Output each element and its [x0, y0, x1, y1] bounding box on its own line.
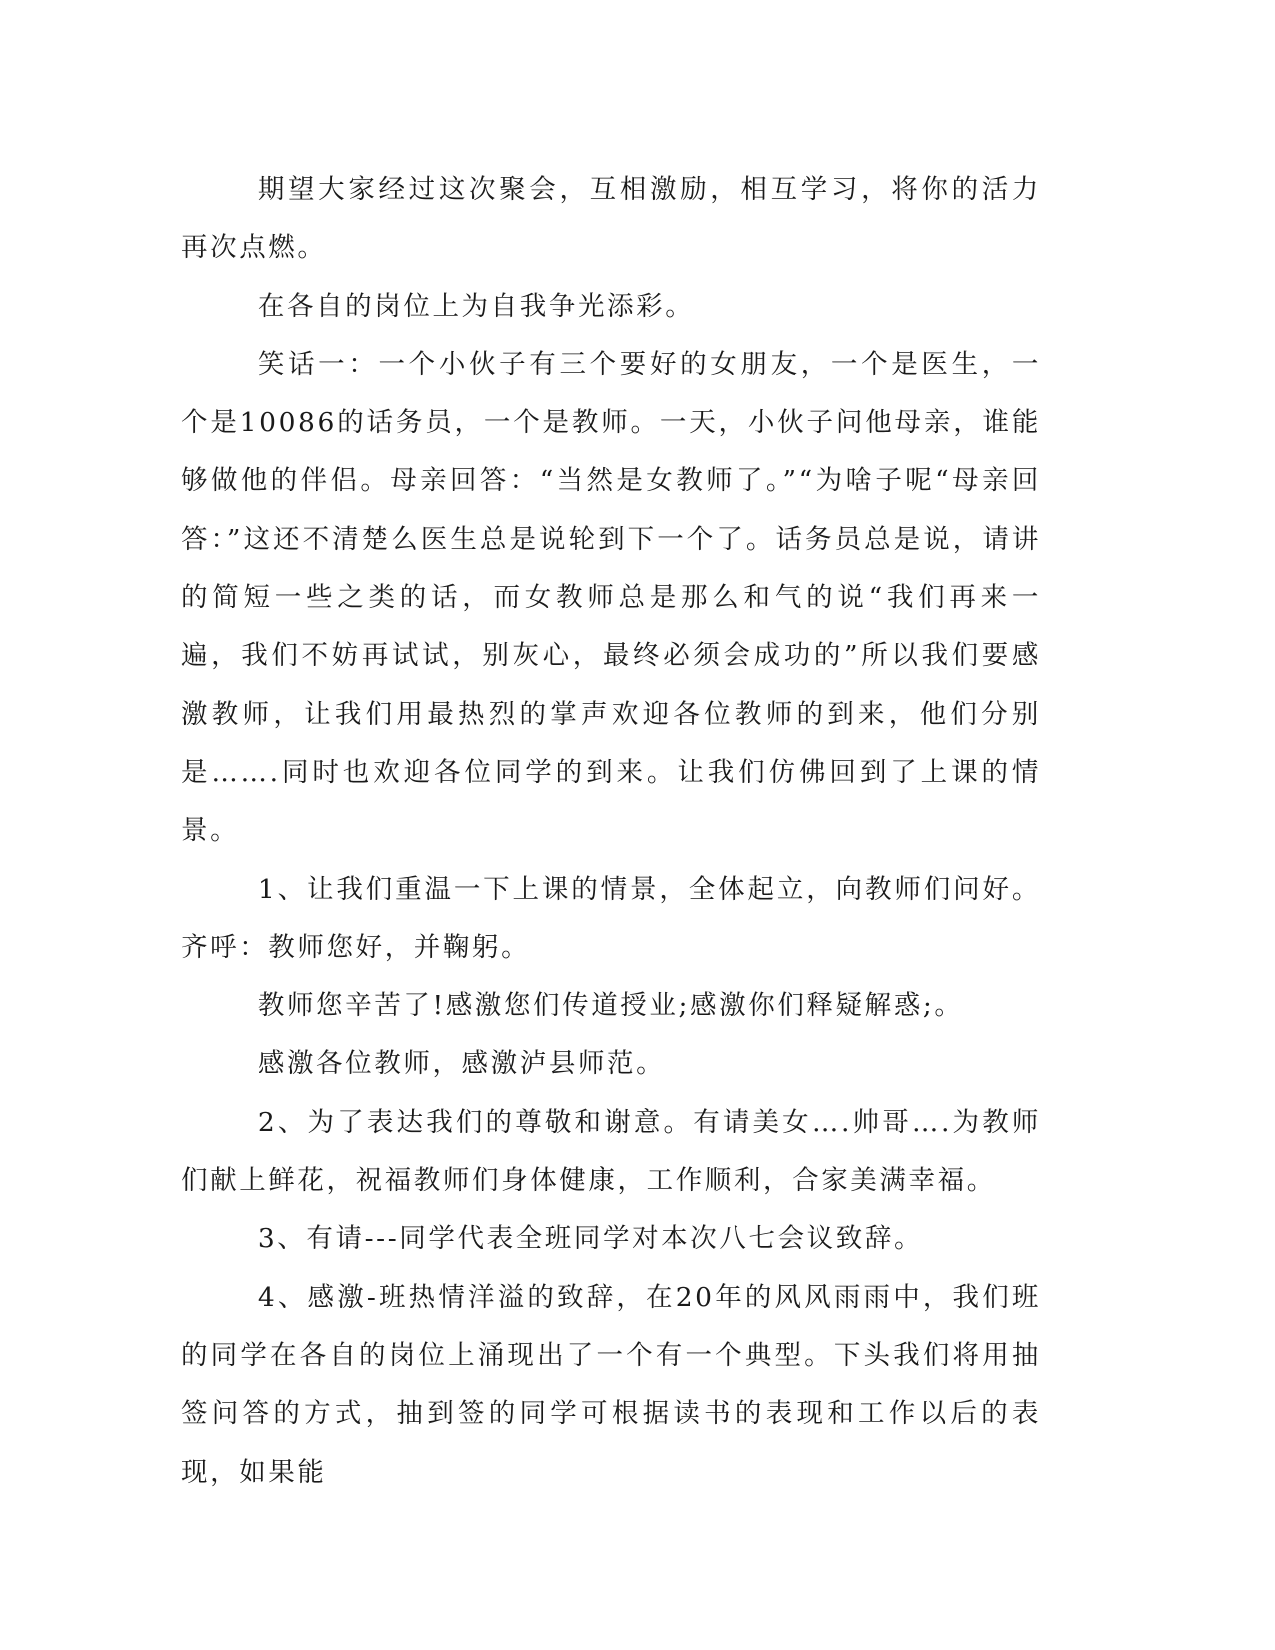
paragraph-2: 在各自的岗位上为自我争光添彩。: [257, 290, 695, 322]
paragraph-9: 4、感激-班热情洋溢的致辞，在20年的风风雨雨中，我们班的同学在各自的岗位上涌现出了一个有一个典型。下头我们将用抽签问答的方式，抽到签的同学可根据读书的表现和工作以后的表现，如果能: [181, 1281, 1041, 1488]
paragraph-7: 2、为了表达我们的尊敬和谢意。有请美女….帅哥….为教师们献上鲜花，祝福教师们身体健康，工作顺利，合家美满幸福。: [181, 1106, 1041, 1197]
paragraph-4: 1、让我们重温一下上课的情景，全体起立，向教师们问好。齐呼：教师您好，并鞠躬。: [181, 873, 1041, 963]
paragraph-8: 3、有请---同学代表全班同学对本次八七会议致辞。: [257, 1223, 924, 1255]
paragraph-6: 感激各位教师，感激泸县师范。: [257, 1048, 666, 1080]
paragraph-1: 期望大家经过这次聚会，互相激励，相互学习，将你的活力再次点燃。: [181, 174, 1041, 264]
paragraph-3: 笑话一：一个小伙子有三个要好的女朋友，一个是医生，一个是10086的话务员，一个是教师。一天，小伙子问他母亲，谁能够做他的伴侣。母亲回答：“当然是女教师了。”“为啥子呢“母亲回答：”这还不清楚么医生总是说轮到下一个了。话务员总是说，请讲的简短一些之类的话，而女教师总是那么和气的说“我们再来一遍，我们不妨再试试，别灰心，最终必须会成功的”所以我们要感激教师，让我们用最热烈的掌声欢迎各位教师的到来，他们分别是…….同时也欢迎各位同学的到来。让我们仿佛回到了上课的情景。: [181, 348, 1042, 847]
paragraph-5: 教师您辛苦了!感激您们传道授业;感激你们释疑解惑;。: [257, 990, 964, 1022]
document-body: [181, 161, 1041, 1502]
